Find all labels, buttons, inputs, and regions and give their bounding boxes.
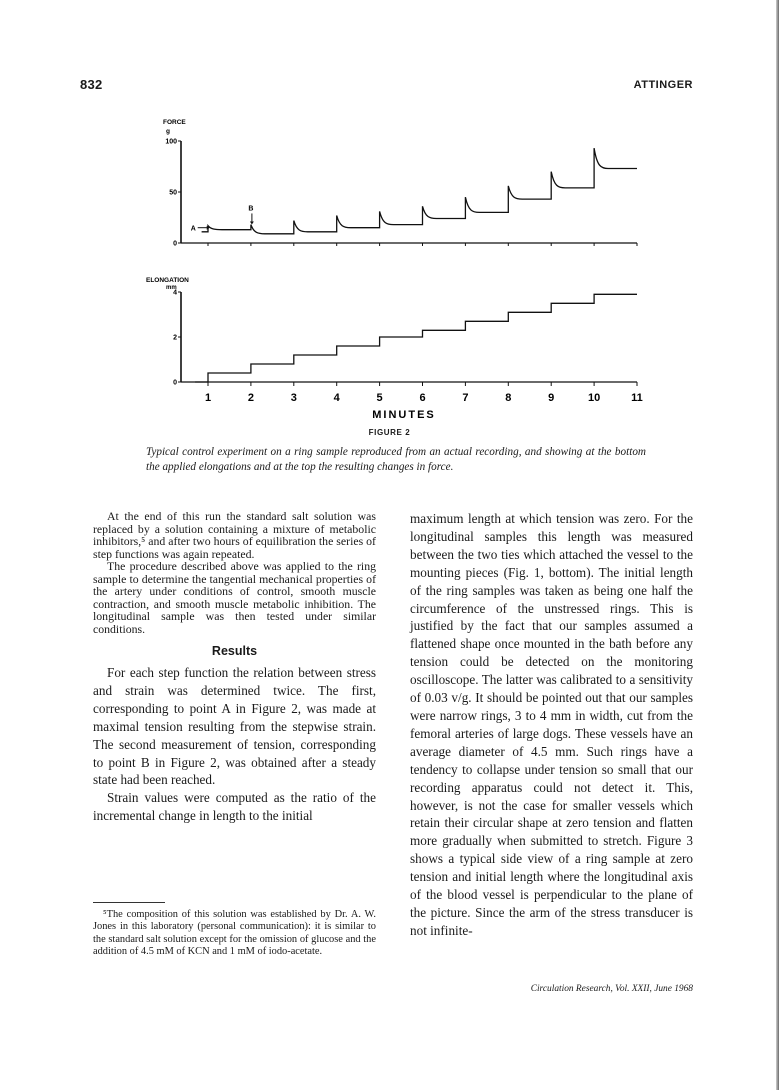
elongation-trace-line	[195, 294, 637, 382]
x-tick-label: 1	[204, 392, 212, 404]
force-y-tick-label: 0	[173, 240, 177, 248]
journal-reference: Circulation Research, Vol. XXII, June 1968	[530, 984, 693, 994]
figure-caption: Typical control experiment on a ring sample reproduced from an actual recording, and showing at the bottom the applied elongations and at the top the resulting changes in force.	[146, 446, 646, 473]
elongation-ylabel: ELONGATION	[146, 277, 189, 284]
page-number: 832	[80, 77, 103, 92]
x-tick-label: 2	[247, 392, 254, 404]
x-tick-label: 3	[290, 392, 297, 404]
left-column	[93, 510, 376, 825]
annotation-arrowhead-b	[250, 221, 254, 224]
annotation-label-a: A	[190, 225, 196, 233]
figure-2-chart	[0, 0, 779, 430]
figure-label: FIGURE 2	[368, 428, 411, 437]
footnote-rule	[93, 902, 165, 903]
body-paragraph: maximum length at which tension was zero. For the longitudinal samples this length was measured between the two ties which attached the vessel to the mounting pieces (Fig. 1, bottom). The initial length of the ring samples was taken as being one half the circumference of the unstressed rings. This is justified by the fact that our samples assumed a flattened shape once mounted in the bath before any tension could be detected on the monitoring oscilloscope. The latter was calibrated to a sensitivity of 0.03 v/g. It should be pointed out that our samples were narrow rings, 3 to 4 mm in width, cut from the femoral arteries of large dogs. These vessels have an average diameter of 4.5 mm. Such rings have a tendency to collapse under tension so small that our recording apparatus could not detect it. This, however, is not the case for smaller vessels which retain their circular shape at zero tension and flatten more gradually when submitted to stretch. Figure 3 shows a typical side view of a ring sample at zero tension and initial length where the longitudinal axis of the blood vessel is perpendicular to the plane of the picture. Since the arm of the stress transducer is not infinite-	[410, 511, 693, 938]
force-trace-line	[202, 148, 637, 234]
x-tick-label: 6	[419, 392, 426, 404]
x-tick-label: 8	[505, 392, 512, 404]
body-paragraph: At the end of this run the standard salt solution was replaced by a solution containing a mixture of metabolic inhibitors,⁵ and after two hours of equilibration the series of step functions was again repeated.	[93, 509, 376, 561]
force-chart	[163, 119, 637, 248]
body-paragraph: For each step function the relation between stress and strain was determined twice. The first, corresponding to point A in Figure 2, was made at maximal tension resulting from the stepwise strain. The second measurement of tension, corresponding to point B in Figure 2, was obtained after a steady state had been reached.	[93, 665, 376, 788]
elongation-yunit: mm	[166, 285, 177, 291]
force-yunit: g	[166, 128, 170, 135]
x-tick-label: 4	[333, 392, 340, 404]
elongation-y-tick-label: 2	[173, 334, 177, 342]
section-heading-results: Results	[211, 644, 258, 658]
body-paragraph: Strain values were computed as the ratio of the incremental change in length to the initial	[93, 790, 376, 824]
elongation-y-tick-label: 4	[173, 289, 177, 297]
force-y-tick-label: 100	[165, 138, 177, 146]
right-column	[410, 510, 693, 940]
body-paragraph: The procedure described above was applied to the ring sample to determine the tangential mechanical properties of the artery under conditions of control, smooth muscle contraction, and smooth muscle metabolic inhibition. The longitudinal sample was then tested under similar conditions.	[93, 559, 376, 636]
annotation-label-b: B	[248, 205, 254, 213]
x-tick-label: 9	[548, 392, 555, 404]
x-tick-label: 11	[631, 392, 643, 404]
footnote: ⁵The composition of this solution was established by Dr. A. W. Jones in this laboratory (personal communication): it is similar to the standard salt solution except for the omission of glucose and the addition of 4.5 mM of KCN and 1 mM of iodo-acetate.	[93, 909, 376, 958]
x-axis-label: MINUTES	[372, 409, 436, 421]
force-y-tick-label: 50	[169, 189, 177, 197]
x-tick-label: 5	[376, 392, 383, 404]
elongation-y-tick-label: 0	[173, 379, 177, 387]
force-ylabel: FORCE	[163, 119, 186, 126]
elongation-chart	[146, 277, 643, 421]
x-tick-label: 10	[587, 392, 601, 404]
x-tick-label: 7	[462, 392, 469, 404]
running-head-author: ATTINGER	[633, 79, 693, 91]
